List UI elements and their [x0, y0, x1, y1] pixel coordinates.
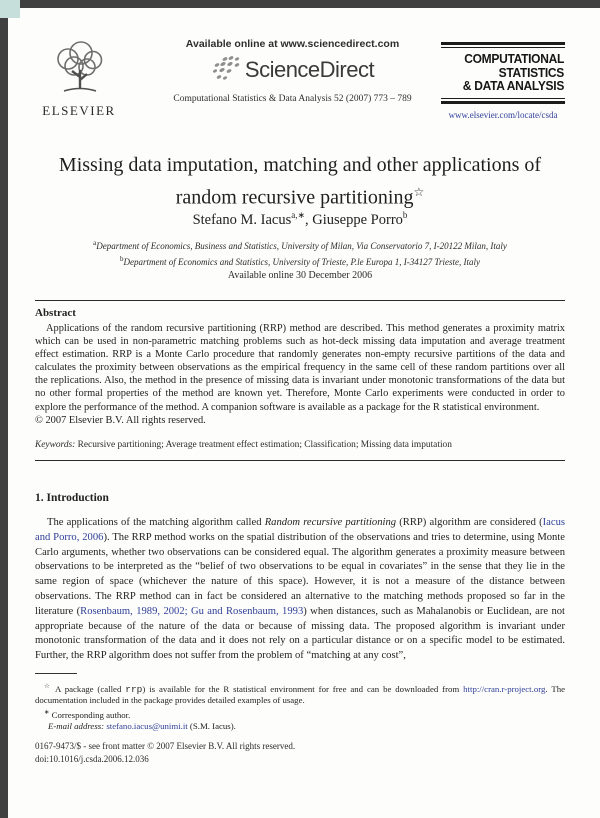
affiliation-1: $^a$Department of Economics, Business and Statistics, University of Milan, Via Conservatorio 7, I-20122 Milan, Italy	[93, 239, 507, 251]
footnote-email	[35, 721, 565, 732]
journal-name	[446, 48, 565, 98]
corresponding-author-marker: ∗	[44, 708, 50, 716]
available-online-date: Available online 30 December 2006	[227, 270, 373, 281]
author-separator: ,	[305, 211, 313, 228]
keywords-label: Keywords:	[35, 440, 76, 450]
keywords-bottom-rule	[35, 460, 565, 461]
abstract-text: Applications of the random recursive partitioning (RRP) method are described. This method generates a proximity matrix which can be used in non-parametric matching problems such as hot-deck missing data imputation and average treatment effect estimation. RRP is a Monte Carlo procedure that randomly generates non-empty recursive partitions of the data and calculates the proximity between observations as the empirical frequency in the same cell of these random partitions over all the replications. Also, the method in the presence of missing data is invariant under monotonic transformations of the data but no other formal properties of the method are known yet. Therefore, Monte Carlo experiments were conducted in order to explore the performance of the method. A companion software is available as a package for the R statistical environment.	[35, 323, 565, 413]
footnote-corresponding-author: ∗ Corresponding author.	[44, 708, 131, 720]
page-frame-top	[0, 0, 600, 8]
introduction-paragraph	[35, 516, 565, 664]
journal-name-box	[441, 42, 565, 120]
abstract-body	[35, 322, 565, 427]
journal-citation-line: Computational Statistics & Data Analysis 52 (2007) 773 – 789	[173, 94, 412, 104]
title-footnote-star-icon: ☆	[413, 185, 425, 199]
elsevier-wordmark: ELSEVIER	[42, 103, 116, 118]
authors-line	[35, 210, 565, 229]
footnotes	[35, 681, 565, 732]
abstract-top-rule	[35, 300, 565, 301]
affiliation-2: $^b$Department of Economics and Statistics, University of Trieste, P.le Europa 1, I-34127 Trieste, Italy	[120, 254, 480, 267]
intro-seg: (RRP) algorithm are considered (	[396, 517, 543, 528]
author-2: Giuseppe Porro$^b$	[312, 210, 408, 228]
footnote-star-marker: ☆	[44, 683, 52, 690]
affiliations	[35, 237, 565, 268]
rrp-package-name: rrp	[125, 683, 143, 695]
citation-link-rosenbaum-gu[interactable]: Rosenbaum, 1989, 2002; Gu and Rosenbaum, 1993	[80, 605, 304, 617]
paper-title	[35, 152, 565, 212]
doi-line: doi:10.1016/j.csda.2006.12.036	[35, 754, 149, 764]
footnote-rule	[35, 673, 77, 674]
author-1: Stefano M. Iacus$^{a,∗}$	[192, 210, 306, 228]
journal-header	[35, 38, 565, 138]
footnote-star: ☆ A package (called rrp) is available for the R statistical environment for free and can be downloaded from http://cran.r-project.org. The documentation included in the package provides detailed examples of usage.	[35, 683, 566, 706]
sciencedirect-block	[145, 38, 440, 104]
email-label: E-mail address:	[48, 720, 105, 731]
paper-title-text: Missing data imputation, matching and other applications of random recursive partitioning	[58, 154, 542, 209]
issn-copyright-line: 0167-9473/$ - see front matter © 2007 Elsevier B.V. All rights reserved.	[35, 741, 296, 751]
journal-box-bottom-rule	[441, 98, 565, 99]
rrp-term-italic: Random recursive partitioning	[264, 517, 397, 528]
cran-url-link[interactable]: http://cran.r-project.org	[463, 683, 546, 694]
journal-box-bottom-bar	[441, 101, 565, 104]
journal-name-line-2: STATISTICS	[498, 65, 565, 80]
intro-seg: ). The RRP method works on the spatial distribution of the observations and tries to determine, using Monte Carlo arguments, whether two observations can be considered equal. The algorithm generates a proximity measure between observations to be interpreted as the “belief of two observations to be equal in covariates” in the sense that they lie in the same region of space (whichever the nature of this space). However, it is not a measure of the distance between observations. The RRP method can in fact be considered an alternative to the matching methods proposed so far in the literature (	[35, 531, 565, 617]
elsevier-tree-icon	[48, 83, 110, 100]
sciencedirect-dots-icon	[211, 55, 241, 86]
journal-name-line-3: & DATA ANALYSIS	[462, 79, 565, 93]
journal-url-link[interactable]: www.elsevier.com/locate/csda	[448, 109, 558, 120]
page-footer	[35, 740, 565, 766]
journal-name-line-1: COMPUTATIONAL	[464, 52, 565, 66]
page-frame-left	[0, 0, 8, 818]
keywords-text: Recursive partitioning; Average treatment effect estimation; Classification; Missing data imputation	[77, 440, 452, 450]
keywords-line	[35, 440, 565, 450]
elsevier-logo-block	[39, 40, 119, 119]
email-address-link[interactable]: stefano.iacus@unimi.it	[106, 720, 188, 731]
author-1-affiliation-marker: a,∗	[291, 210, 306, 220]
sciencedirect-wordmark: ScienceDirect	[244, 57, 375, 82]
citation-link-iacus-porro[interactable]: Iacus and Porro, 2006	[35, 517, 565, 543]
journal-box-top-bar	[441, 42, 565, 45]
abstract-heading: Abstract	[35, 307, 76, 319]
available-online-text: Available online at www.sciencedirect.com	[185, 38, 400, 50]
email-suffix: (S.M. Iacus).	[187, 720, 236, 731]
page-content	[35, 8, 565, 818]
intro-seg: The applications of the matching algorithm called	[47, 517, 265, 528]
corner-chip	[0, 0, 20, 18]
author-2-affiliation-marker: b	[402, 210, 408, 220]
abstract-copyright: © 2007 Elsevier B.V. All rights reserved.	[35, 414, 206, 426]
section-heading-introduction: 1. Introduction	[35, 492, 109, 504]
paper-page	[8, 8, 600, 818]
intro-seg: ) when distances, such as Mahalanobis or Euclidean, are not appropriate because of the nature of the data or because of missing data. The proposed algorithm is invariant under monotonic transformation of the data and it does not rely on a particular distance or on a specific model to be estimated. Further, the RRP algorithm does not suffer from the problem of “matching at any cost”,	[35, 605, 565, 662]
